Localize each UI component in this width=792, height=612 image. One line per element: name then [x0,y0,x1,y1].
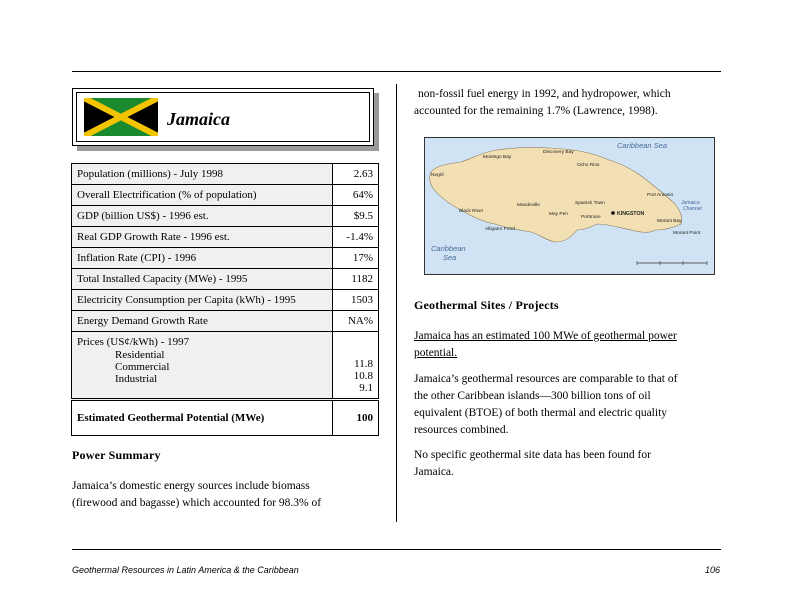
text-line: Jamaica’s domestic energy sources include biomass [72,480,310,492]
map-label-channel-2: Channel [683,206,702,212]
potential-label: Estimated Geothermal Potential (MWe) [72,400,333,436]
kingston-marker-icon [611,211,615,215]
country-title-box [72,88,374,146]
text-line: No specific geothermal site data has been found for [414,449,651,461]
price-category-residential: Residential [115,349,165,361]
bottom-rule [72,549,721,550]
text-line: resources combined. [414,424,509,436]
table-row [72,185,379,206]
text-line: (firewood and bagasse) which accounted for 98.3% of [72,497,322,509]
geothermal-paragraph-2 [414,371,714,439]
power-summary-text [72,478,382,512]
text-line: the other Caribbean islands—300 billion tons of oil [414,390,651,402]
map-label-channel: Jamaica [681,200,700,206]
prices-label-cell [72,332,333,400]
map-place-alligator-pond: Alligator Pond [485,227,515,232]
stat-value: $9.5 [333,206,379,227]
table-row [72,164,379,185]
table-row [72,311,379,332]
map-place-black-river: Black River [459,209,484,214]
text-line: Jamaica has an estimated 100 MWe of geothermal power [414,330,677,342]
jamaica-map [424,137,715,275]
map-place-discovery-bay: Discovery Bay [543,150,574,155]
stat-label: Overall Electrification (% of population) [72,185,333,206]
jamaica-flag-icon [84,98,158,136]
map-place-portmore: Portmore [581,215,601,220]
geothermal-sites-heading: Geothermal Sites / Projects [414,298,559,312]
map-place-mandeville: Mandeville [517,203,540,208]
map-place-negril: Negril [431,173,444,178]
text-line: Jamaica. [414,466,454,478]
map-place-morant-point: Morant Point [673,231,701,236]
map-place-port-antonio: Port Antonio [647,193,674,198]
stat-value: NA% [333,311,379,332]
table-row [72,269,379,290]
power-summary-continued [414,86,714,120]
footer-title: Geothermal Resources in Latin America & the Caribbean [72,565,299,575]
price-category-industrial: Industrial [115,373,158,385]
country-title: Jamaica [167,109,230,129]
map-place-montego-bay: Montego Bay [483,155,512,160]
map-place-kingston: KINGSTON [617,211,645,217]
price-value-commercial: 10.8 [353,370,373,382]
price-value-residential: 11.8 [354,358,373,370]
map-place-morant-bay: Morant Bay [657,219,682,224]
prices-value-cell [333,332,379,400]
text-line: non-fossil fuel energy in 1992, and hydropower, which [418,88,671,100]
stat-label: Total Installed Capacity (MWe) - 1995 [72,269,333,290]
stat-value: -1.4% [333,227,379,248]
text-line: potential. [414,347,458,359]
column-divider [396,84,397,522]
power-summary-heading: Power Summary [72,448,161,462]
stat-value: 64% [333,185,379,206]
text-line: accounted for the remaining 1.7% (Lawrence, 1998). [414,105,658,117]
table-row [72,290,379,311]
stat-value: 17% [333,248,379,269]
prices-heading: Prices (US¢/kWh) - 1997 [77,336,190,348]
geothermal-paragraph-3 [414,447,714,481]
stat-label: Electricity Consumption per Capita (kWh) - 1995 [72,290,333,311]
page-number: 106 [704,565,720,575]
stat-label: GDP (billion US$) - 1996 est. [72,206,333,227]
stat-label: Energy Demand Growth Rate [72,311,333,332]
geothermal-potential-row [72,400,379,436]
map-place-spanish-town: Spanish Town [575,201,605,206]
map-place-may-pen: May Pen [549,212,568,217]
country-stats-table [71,163,379,436]
stat-value: 1182 [333,269,379,290]
title-box-inner [76,92,370,142]
text-line: equivalent (BTOE) of both thermal and electric quality [414,407,668,419]
map-label-sea-south: Caribbean [431,244,466,253]
table-row [72,248,379,269]
stat-label: Real GDP Growth Rate - 1996 est. [72,227,333,248]
stat-value: 1503 [333,290,379,311]
top-rule [72,71,721,72]
price-category-commercial: Commercial [115,361,170,373]
map-place-ocho-rios: Ocho Rios [577,163,600,168]
prices-row [72,332,379,400]
text-line: Jamaica’s geothermal resources are comparable to that of [414,373,678,385]
geothermal-paragraph-1 [414,328,714,362]
table-row [72,206,379,227]
stat-label: Population (millions) - July 1998 [72,164,333,185]
table-row [72,227,379,248]
stat-label: Inflation Rate (CPI) - 1996 [72,248,333,269]
map-label-sea-south-2: Sea [443,253,457,262]
potential-value: 100 [333,400,379,436]
map-label-sea-north: Caribbean Sea [617,141,668,150]
stat-value: 2.63 [333,164,379,185]
price-value-industrial: 9.1 [359,382,373,394]
